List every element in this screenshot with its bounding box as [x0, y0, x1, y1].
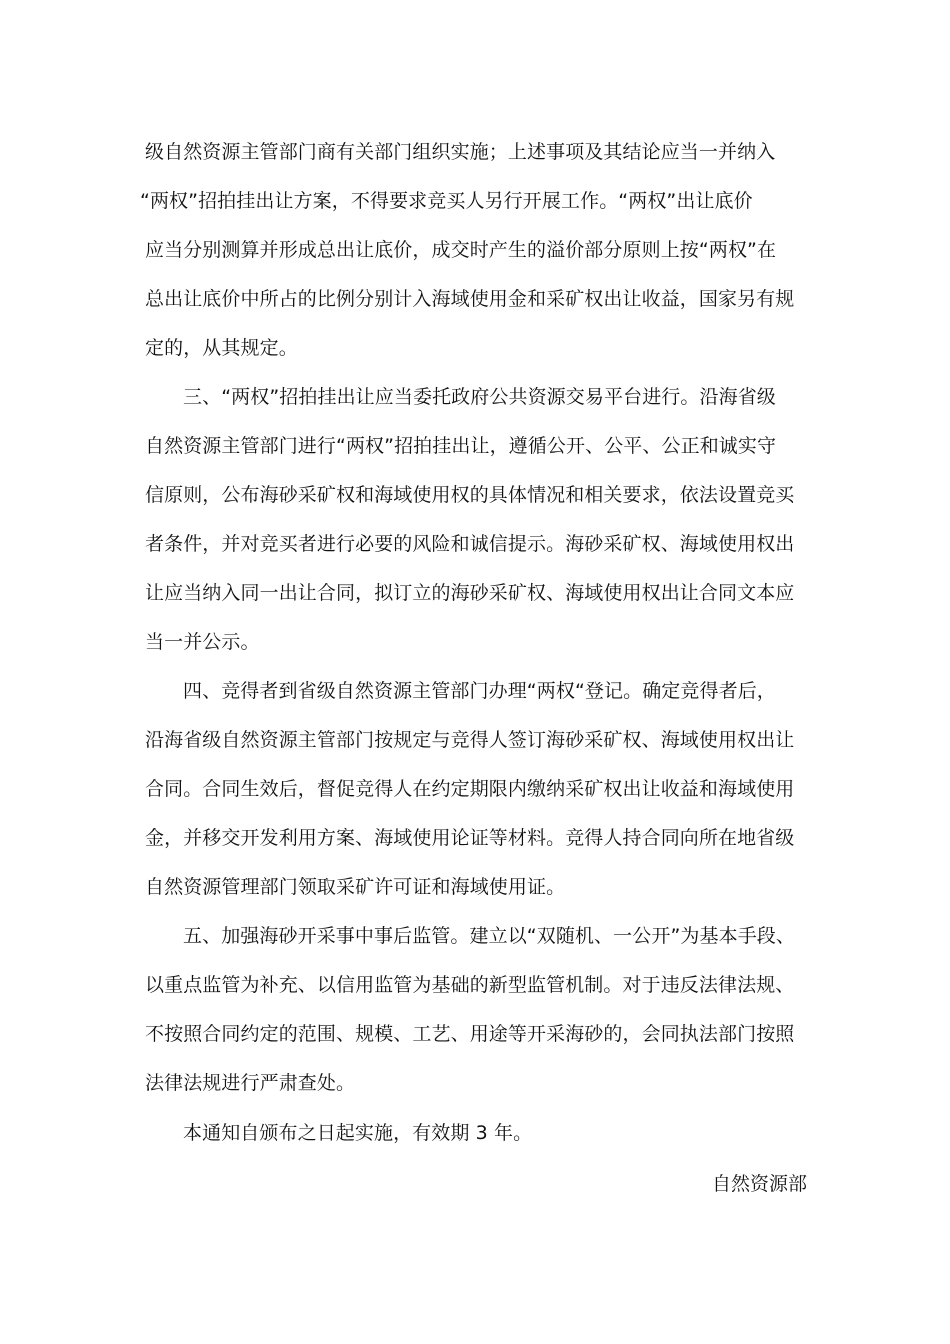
text-line: 不按照合同约定的范围、规模、工艺、用途等开采海砂的，会同执法部门按照 [145, 1023, 795, 1045]
text-line: 自然资源主管部门进行“两权”招拍挂出让，遵循公开、公平、公正和诚实守 [145, 435, 777, 457]
text-line: 五、加强海砂开采事中事后监管。建立以“双随机、一公开”为基本手段、 [183, 925, 795, 947]
text-line: 四、竞得者到省级自然资源主管部门办理“两权“登记。确定竞得者后， [183, 680, 776, 702]
text-line: 三、“两权”招拍挂出让应当委托政府公共资源交易平台进行。沿海省级 [183, 386, 776, 408]
text-line: 以重点监管为补充、以信用监管为基础的新型监管机制。对于违反法律法规、 [145, 974, 795, 996]
text-line: 信原则，公布海砂采矿权和海域使用权的具体情况和相关要求，依法设置竞买 [145, 484, 795, 506]
text-line: 合同。合同生效后，督促竞得人在约定期限内缴纳采矿权出让收益和海域使用 [145, 778, 795, 800]
signature: 自然资源部 [711, 1173, 807, 1195]
text-line: 法律法规进行严肃查处。 [145, 1072, 356, 1094]
text-line: “两权”招拍挂出让方案，不得要求竞买人另行开展工作。“两权”出让底价 [140, 190, 753, 212]
text-line: 本通知自颁布之日起实施，有效期 3 年。 [183, 1122, 533, 1144]
text-line: 级自然资源主管部门商有关部门组织实施；上述事项及其结论应当一并纳入 [145, 141, 776, 163]
text-line: 让应当纳入同一出让合同，拟订立的海砂采矿权、海域使用权出让合同文本应 [145, 582, 795, 604]
text-line: 金，并移交开发利用方案、海域使用论证等材料。竞得人持合同向所在地省级 [145, 827, 795, 849]
text-line: 当一并公示。 [145, 631, 260, 653]
text-line: 定的，从其规定。 [145, 337, 298, 359]
text-line: 总出让底价中所占的比例分别计入海域使用金和采矿权出让收益，国家另有规 [145, 288, 795, 310]
text-line: 应当分别测算并形成总出让底价，成交时产生的溢价部分原则上按“两权”在 [145, 239, 777, 261]
text-line: 自然资源管理部门领取采矿许可证和海域使用证。 [145, 876, 566, 898]
text-line: 者条件，并对竞买者进行必要的风险和诚信提示。海砂采矿权、海域使用权出 [145, 533, 795, 555]
text-line: 沿海省级自然资源主管部门按规定与竞得人签订海砂采矿权、海域使用权出让 [145, 729, 795, 751]
